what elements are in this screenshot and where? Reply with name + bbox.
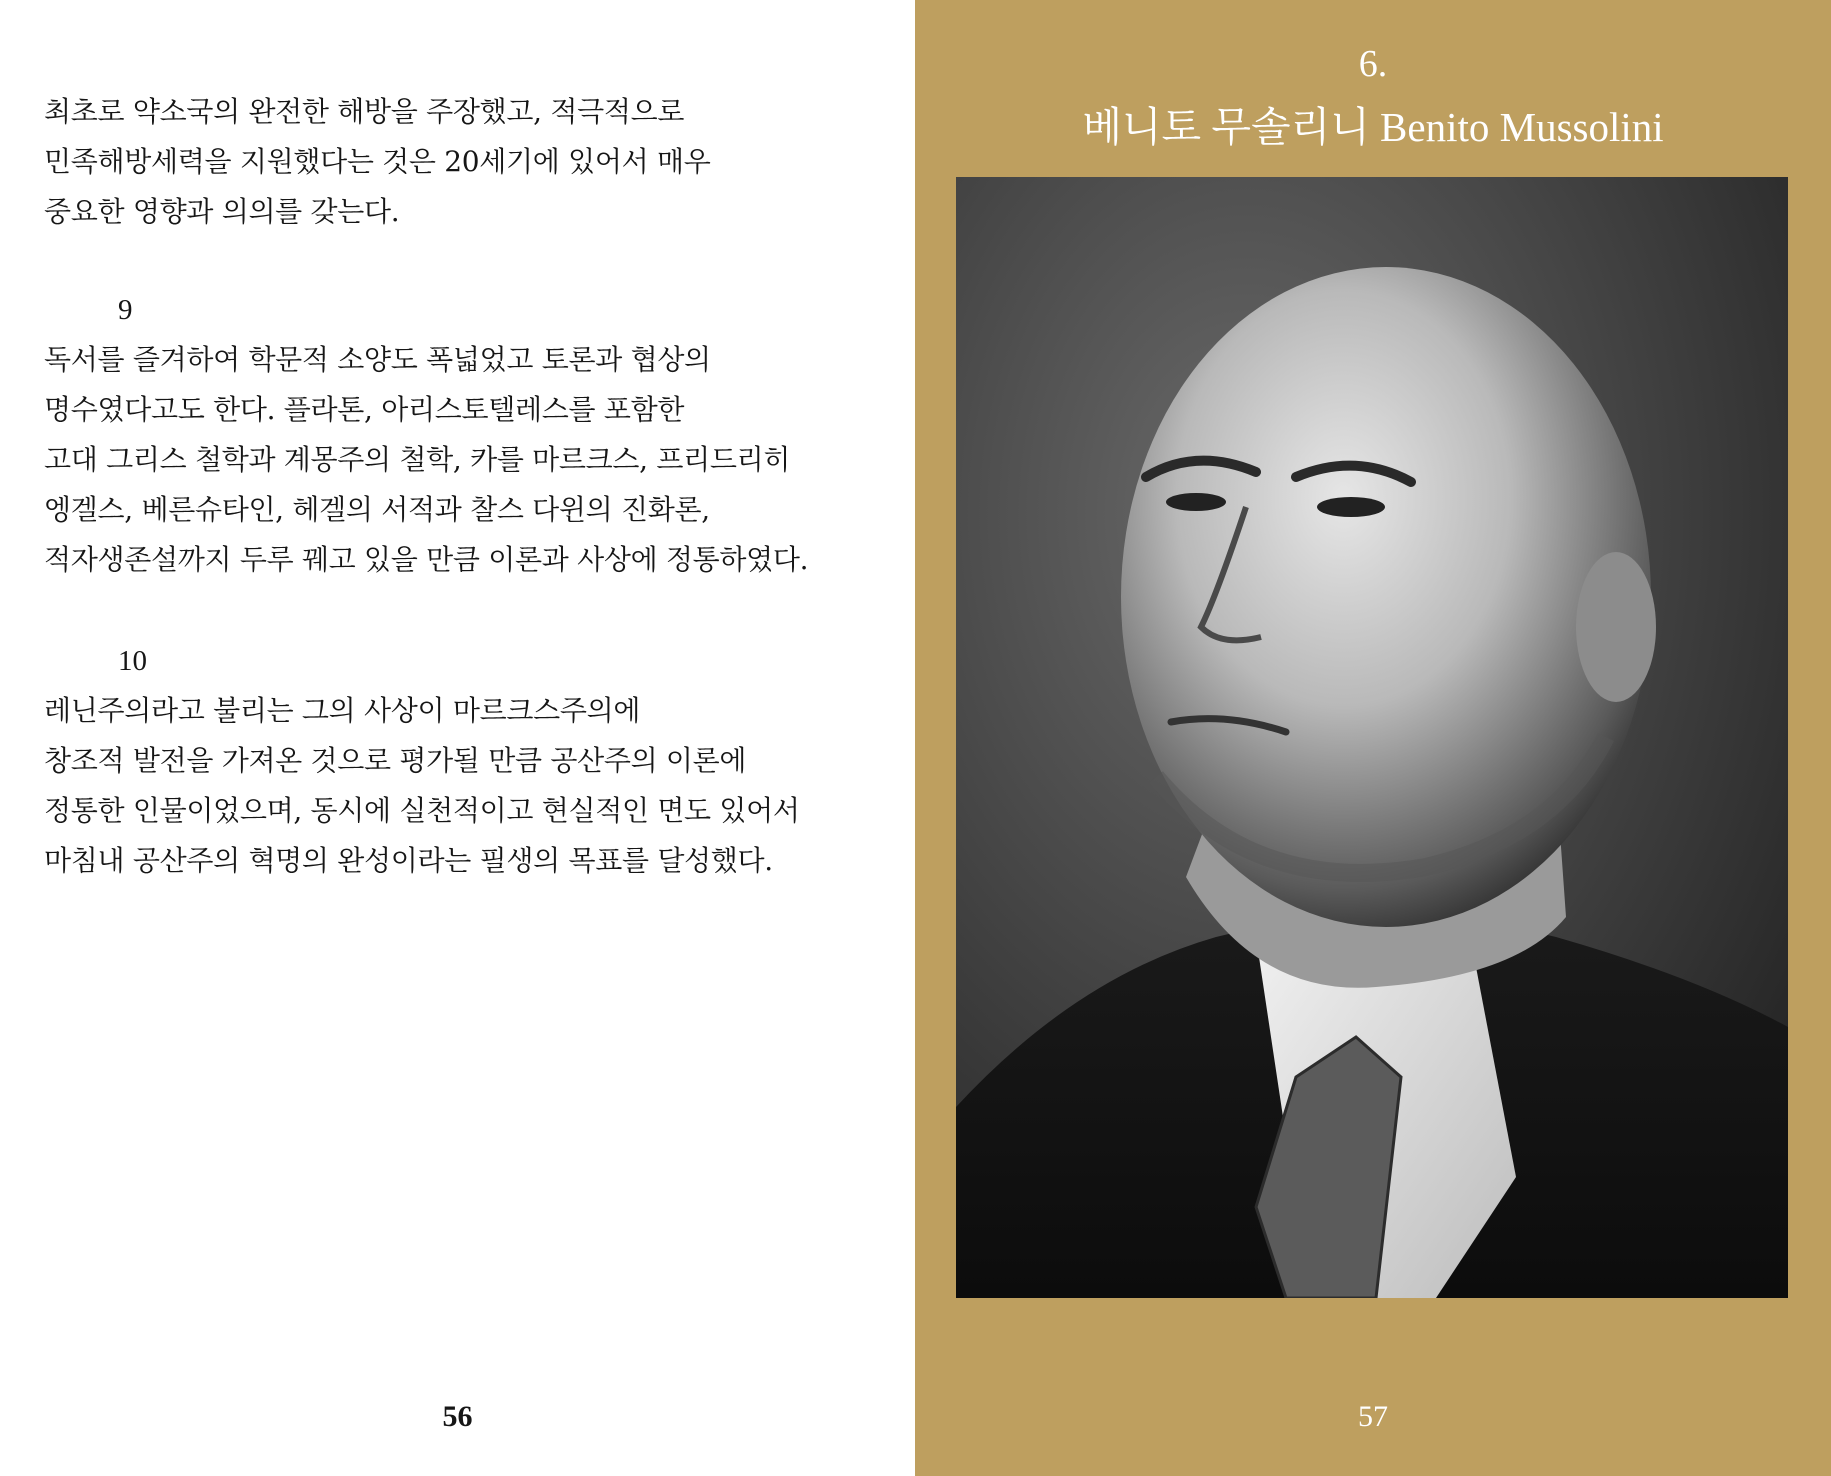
text-line: 창조적 발전을 가져온 것으로 평가될 만큼 공산주의 이론에 [44,744,747,777]
text-line: 정통한 인물이었으며, 동시에 실천적이고 현실적인 면도 있어서 [44,794,800,827]
footnote-number: 9 [118,294,133,326]
text-line: 레닌주의라고 불리는 그의 사상이 마르크스주의에 [44,694,641,727]
text-line: 중요한 영향과 의의를 갖는다. [44,195,400,228]
paragraph-continuation [44,87,864,237]
portrait-photo [956,177,1788,1298]
text-line: 엥겔스, 베른슈타인, 헤겔의 서적과 찰스 다윈의 진화론, [44,493,710,526]
page-number-left: 56 [442,1400,473,1433]
right-page [915,0,1831,1476]
text-line: 명수였다고도 한다. 플라톤, 아리스토텔레스를 포함한 [44,393,685,426]
text-line: 독서를 즐겨하여 학문적 소양도 폭넓었고 토론과 협상의 [44,343,711,376]
chapter-title: 베니토 무솔리니 Benito Mussolini [1082,104,1664,150]
text-line: 최초로 약소국의 완전한 해방을 주장했고, 적극적으로 [44,95,685,128]
portrait-illustration [956,177,1788,1298]
footnote-number: 10 [118,645,147,677]
footnote-9 [44,290,864,585]
left-page [0,0,915,1476]
text-line: 고대 그리스 철학과 계몽주의 철학, 카를 마르크스, 프리드리히 [44,443,791,476]
chapter-number: 6. [1358,43,1388,85]
page-number-right: 57 [1358,1400,1388,1433]
footnote-10 [44,641,864,886]
text-line: 적자생존설까지 두루 꿰고 있을 만큼 이론과 사상에 정통하였다. [44,543,809,576]
text-line: 마침내 공산주의 혁명의 완성이라는 필생의 목표를 달성했다. [44,844,773,877]
text-line: 민족해방세력을 지원했다는 것은 20세기에 있어서 매우 [44,145,711,178]
